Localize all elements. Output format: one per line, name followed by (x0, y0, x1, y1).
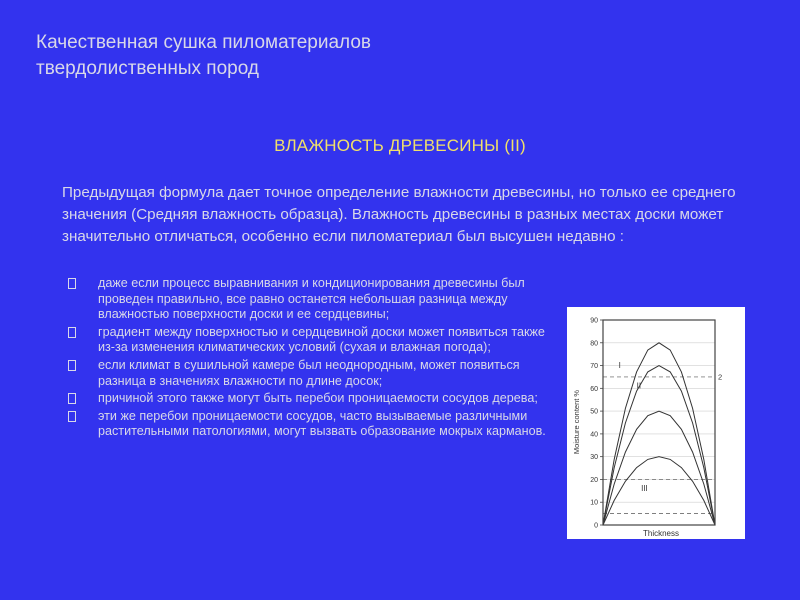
bullet-box-icon (68, 411, 76, 422)
y-tick-label: 70 (590, 363, 598, 371)
bullet-text: эти же перебои проницаемости сосудов, часто вызываемые различными растительными патологиями, могут вызвать образование мокрых карманов. (98, 408, 546, 439)
list-item (68, 391, 548, 407)
y-tick-label: 50 (590, 408, 598, 416)
bullet-text: даже если процесс выравнивания и кондиционирования древесины был проведен правильно, все равно останется небольшая разница между влажностью поверхности доски и ее сердцевины; (98, 276, 525, 322)
slide-header (36, 30, 371, 82)
header-line-1: Качественная сушка пиломатериалов (36, 32, 372, 53)
plot-frame (603, 320, 715, 525)
y-tick-label: 10 (590, 499, 598, 507)
bullet-list (68, 276, 548, 442)
x-axis-label: Thickness (642, 529, 680, 538)
bullet-text: если климат в сушильной камере был неоднородным, может появиться разница в значениях влажности по длине досок; (98, 357, 520, 388)
y-tick-label: 80 (590, 340, 598, 348)
curve-label: I (618, 360, 621, 370)
y-tick-label: 90 (590, 317, 598, 325)
bullet-box-icon (68, 327, 76, 338)
curve-label: II (636, 381, 642, 391)
list-item (68, 276, 548, 323)
section-title: ВЛАЖНОСТЬ ДРЕВЕСИНЫ (II) (274, 136, 526, 155)
moisture-chart (567, 307, 745, 539)
list-item (68, 325, 548, 356)
reference-line-label: 2 (718, 372, 723, 382)
list-item (68, 358, 548, 389)
series-line (603, 411, 715, 525)
bullet-text: градиент между поверхностью и сердцевиной доски может появиться также из-за изменения климатических условий (сухая и влажная погода); (98, 324, 545, 355)
intro-paragraph: Предыдущая формула дает точное определение влажности древесины, но только ее среднего значения (Средняя влажность образца). Влажность древесины в разных местах доски может значительно отличаться, особенно если пиломатериал был высушен недавно : (62, 184, 736, 245)
moisture-chart-svg (567, 307, 745, 539)
list-item (68, 409, 548, 440)
bullet-box-icon (68, 278, 76, 289)
y-axis-label: Moisture content % (572, 389, 581, 455)
y-tick-label: 0 (594, 522, 598, 530)
bullet-text: причиной этого также могут быть перебои проницаемости сосудов дерева; (98, 391, 538, 406)
y-tick-label: 40 (590, 431, 598, 439)
y-tick-label: 30 (590, 454, 598, 462)
curve-label: III (641, 483, 648, 493)
header-line-2: твердолиственных пород (36, 58, 259, 79)
y-tick-label: 60 (590, 385, 598, 393)
series-line (603, 366, 715, 525)
y-tick-label: 20 (590, 476, 598, 484)
bullet-box-icon (68, 360, 76, 371)
bullet-box-icon (68, 393, 76, 404)
